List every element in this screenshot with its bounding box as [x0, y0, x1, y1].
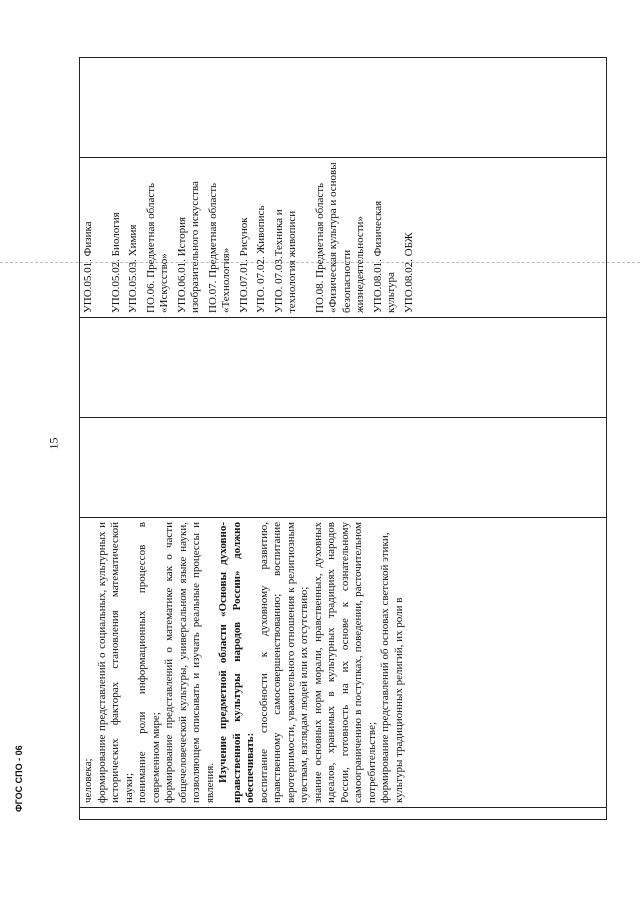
subject-item: УПО. 07.02. Живопись — [255, 205, 267, 313]
subject-item: УПО.05.01. Физика — [82, 221, 94, 313]
subject-item: УПО.08.01. Физическая культура — [371, 200, 397, 313]
text-line: воспитание способности к духовному развитию, нравственному самосовершенствованию; воспитание веротерпимости, уважительного отношения к религиозным чувствам, взглядам людей или их отсутствию; — [257, 522, 310, 803]
subject-item: УПО.06.01. История изобразительного искусства — [175, 181, 201, 313]
subject-item: УПО.05.03. Химия — [127, 224, 139, 313]
document-table — [79, 57, 607, 820]
text-line: формирование представлений об основах светской этики, — [379, 532, 391, 803]
document-table-wrapper — [79, 58, 607, 820]
table-cell-empty — [80, 418, 607, 518]
footer-code: ФГОС СПО - 06 — [14, 745, 24, 812]
text-line: формирование представлений о социальных, культурных и исторических факторах становления математической науки; — [95, 522, 135, 803]
subjects-cell — [80, 158, 607, 318]
subject-item: ПО.08. Предметная область «Физическая культура и основы безопасности жизнедеятельности» — [313, 162, 366, 313]
subject-item: ПО.07. Предметная область «Технология» — [206, 182, 232, 313]
subject-item: УПО.07.01. Рисунок — [237, 217, 250, 313]
subject-item: УПО. 07.03.Техника и технология живописи — [272, 209, 298, 313]
subject-item: УПО.05.02. Биология — [109, 212, 122, 313]
section-heading: Изучение предметной области «Основы духовно-нравственной культуры народов России» должно обеспечивать: — [217, 522, 256, 803]
text-line: культуры традиционных религий, их роли в — [392, 597, 405, 803]
requirements-cell — [80, 518, 607, 808]
table-cell-empty-right — [80, 58, 607, 158]
table-cell-empty-left — [80, 808, 607, 820]
text-line: знание основных норм морали, нравственных, духовных идеалов, хранимых в культурных традициях народов России, готовность на их основе к сознательному самоограничению в поступках, поведении, расточительном потребительстве; — [311, 522, 378, 803]
text-line: понимание роли информационных процессов в современном мире; — [136, 522, 162, 803]
page-number: 15 — [46, 437, 61, 450]
subject-item: УПО.08.02. ОБЖ — [402, 232, 415, 313]
subject-item: ПО.06. Предметная область «Искусство» — [144, 182, 170, 313]
table-cell-empty — [80, 318, 607, 418]
text-line: формирование представлений о математике как о части общечеловеческой культуры, универсальном языке науки, позволяющем описывать и изучать реальные процессы и явления. — [163, 522, 216, 803]
text-line: человека; — [82, 758, 94, 803]
